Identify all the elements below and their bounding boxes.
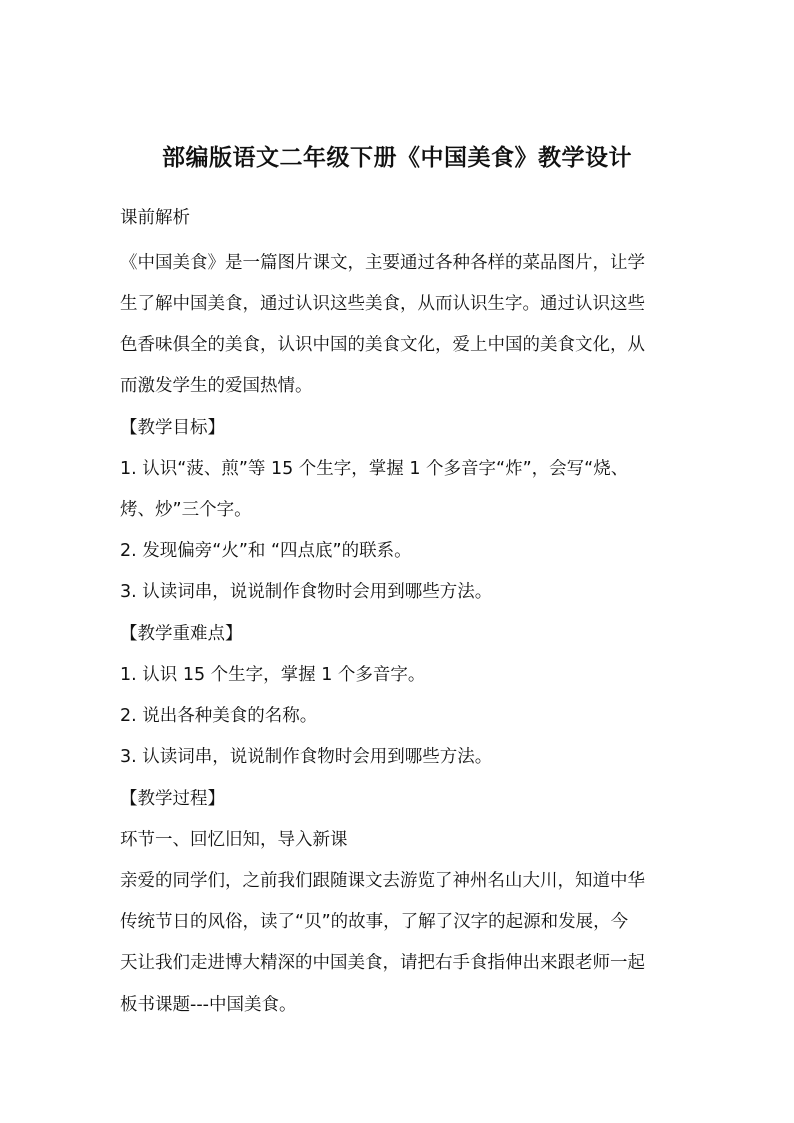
list-item: 2. 说出各种美食的名称。 xyxy=(120,706,318,726)
section-heading-key-points: 【教学重难点】 xyxy=(120,624,243,644)
list-item: 1. 认识 15 个生字，掌握 1 个多音字。 xyxy=(120,665,426,685)
list-item-continuation: 烤、炒”三个字。 xyxy=(120,500,252,520)
list-item: 3. 认读词串，说说制作食物时会用到哪些方法。 xyxy=(120,582,493,602)
section-heading-pre-analysis: 课前解析 xyxy=(120,208,190,228)
paragraph-line: 色香味俱全的美食，认识中国的美食文化，爱上中国的美食文化，从 xyxy=(120,335,645,355)
paragraph-line: 传统节日的风俗，读了“贝”的故事，了解了汉字的起源和发展，今 xyxy=(120,912,629,932)
paragraph-line: 《中国美食》是一篇图片课文，主要通过各种各样的菜品图片，让学 xyxy=(120,253,645,273)
document-title: 部编版语文二年级下册《中国美食》教学设计 xyxy=(162,145,632,171)
list-item: 1. 认识“菠、煎”等 15 个生字，掌握 1 个多音字“炸”，会写“烧、 xyxy=(120,459,629,479)
section-heading-objectives: 【教学目标】 xyxy=(120,418,225,438)
list-item: 2. 发现偏旁“火”和 “四点底”的联系。 xyxy=(120,541,412,561)
paragraph-line: 生了解中国美食，通过认识这些美食，从而认识生字。通过认识这些 xyxy=(120,294,645,314)
paragraph-line: 天让我们走进博大精深的中国美食，请把右手食指伸出来跟老师一起 xyxy=(120,953,645,973)
paragraph-line: 板书课题---中国美食。 xyxy=(120,995,297,1015)
paragraph-line: 而激发学生的爱国热情。 xyxy=(120,376,313,396)
section-heading-process: 【教学过程】 xyxy=(120,789,225,809)
subsection-heading: 环节一、回忆旧知，导入新课 xyxy=(120,830,348,850)
paragraph-line: 亲爱的同学们，之前我们跟随课文去游览了神州名山大川，知道中华 xyxy=(120,871,645,891)
list-item: 3. 认读词串，说说制作食物时会用到哪些方法。 xyxy=(120,747,493,767)
